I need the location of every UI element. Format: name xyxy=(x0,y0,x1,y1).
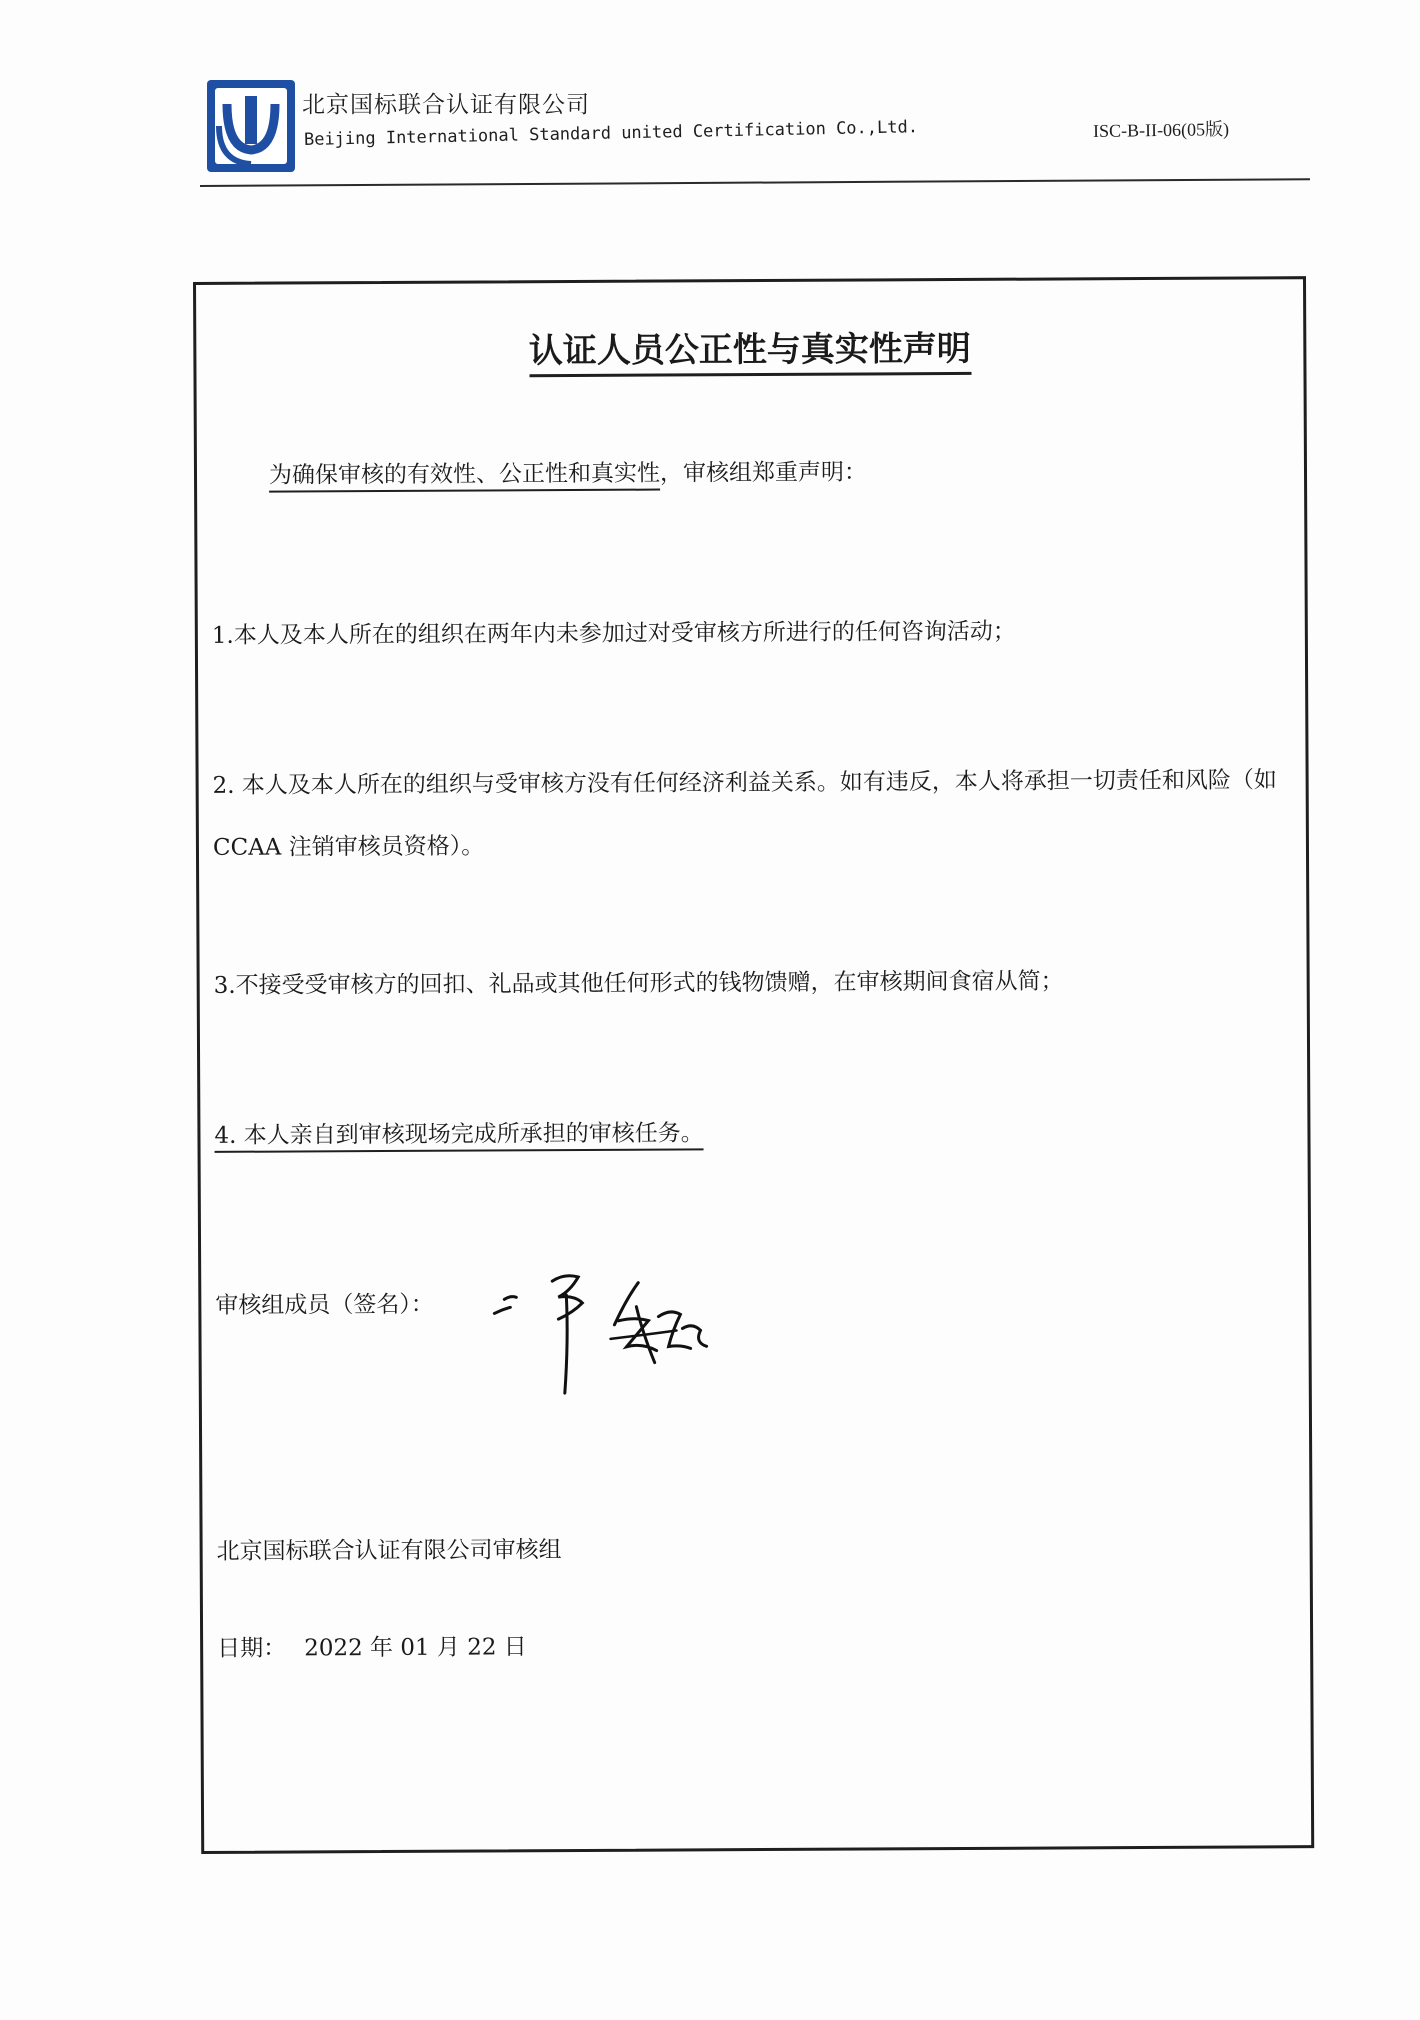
company-name-cn: 北京国标联合认证有限公司 xyxy=(302,92,590,118)
declaration-item-2: 2. 本人及本人所在的组织与受审核方没有任何经济利益关系。如有违反，本人将承担一切责任和风险（如 CCAA 注销审核员资格）。 xyxy=(212,767,1277,861)
header-divider xyxy=(200,178,1310,187)
intro-rest-text: ，审核组郑重声明： xyxy=(659,459,868,487)
declaration-item-4-text: 4. 本人亲自到审核现场完成所承担的审核任务。 xyxy=(214,1120,703,1153)
company-name-en: Beijing International Standard united Certification Co.,Ltd. xyxy=(303,117,919,150)
document-title-text: 认证人员公正性与真实性声明 xyxy=(529,329,971,377)
declaration-item-4 xyxy=(214,1102,704,1167)
handwritten-signature xyxy=(486,1250,747,1401)
document-title xyxy=(196,319,1303,374)
date-line xyxy=(217,1628,527,1663)
document-code: ISC-B-II-06(05版) xyxy=(1092,119,1230,141)
company-logo xyxy=(205,78,297,174)
date-label: 日期： xyxy=(217,1635,287,1662)
organization-name: 北京国标联合认证有限公司审核组 xyxy=(216,1537,562,1565)
declaration-item-1: 1.本人及本人所在的组织在两年内未参加过对受审核方所进行的任何咨询活动； xyxy=(211,618,1016,649)
intro-underlined-text: 为确保审核的有效性、公正性和真实性 xyxy=(269,461,660,493)
signature-label: 审核组成员（签名）： xyxy=(215,1291,434,1319)
declaration-item-3: 3.不接受受审核方的回扣、礼品或其他任何形式的钱物馈赠，在审核期间食宿从简； xyxy=(213,968,1064,999)
date-value: 2022 年 01 月 22 日 xyxy=(304,1634,527,1662)
intro-paragraph xyxy=(269,441,867,506)
declaration-box xyxy=(193,276,1314,1854)
